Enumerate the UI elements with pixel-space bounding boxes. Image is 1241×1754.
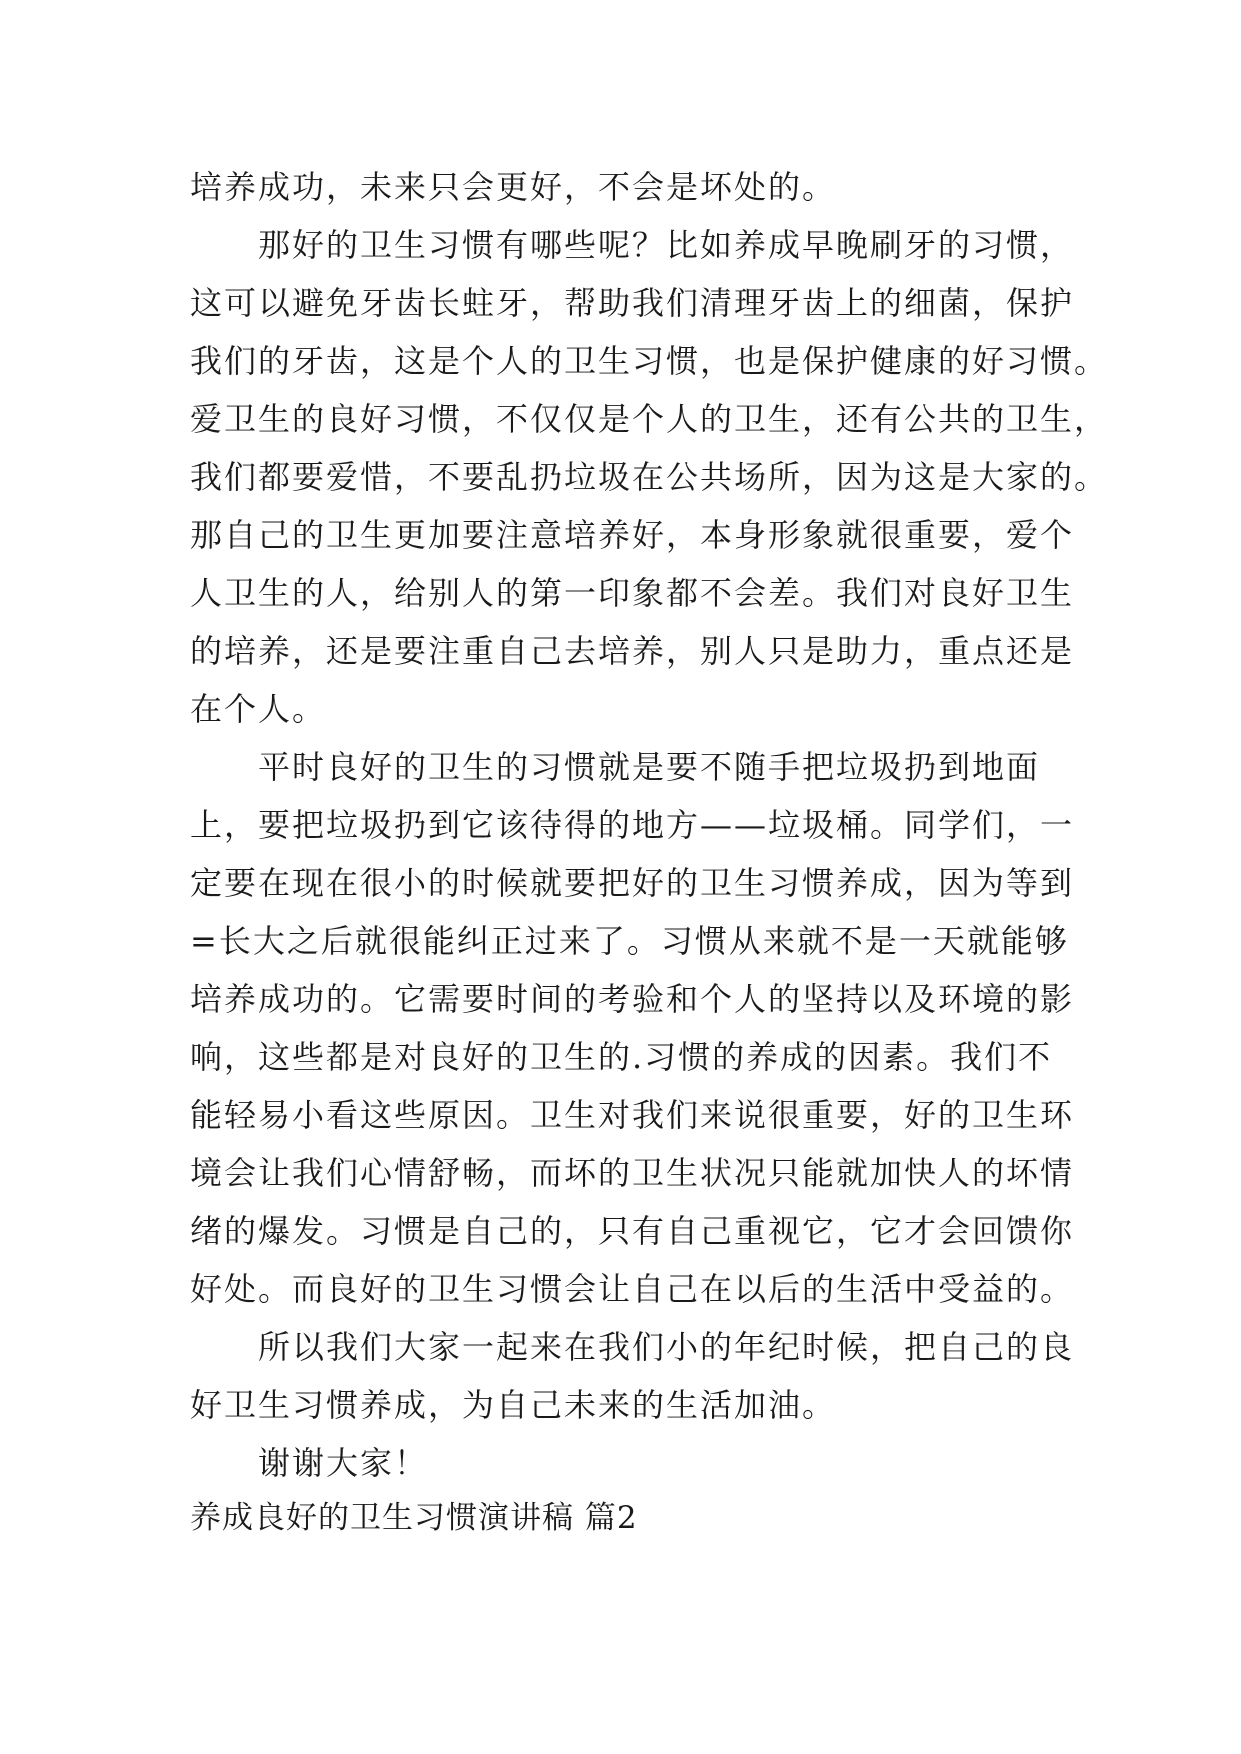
text-line: 好卫生习惯养成，为自己未来的生活加油。 [190, 1386, 837, 1424]
text-line: 我们的牙齿，这是个人的卫生习惯，也是保护健康的好习惯。 [190, 342, 1109, 380]
text-line: 人卫生的人，给别人的第一印象都不会差。我们对良好卫生 [190, 574, 1075, 612]
section-heading: 养成良好的卫生习惯演讲稿 篇2 [190, 1500, 638, 1536]
text-line: 平时良好的卫生的习惯就是要不随手把垃圾扔到地面 [258, 748, 1041, 786]
text-line: 谢谢大家！ [258, 1444, 429, 1482]
text-line: 好处。而良好的卫生习惯会让自己在以后的生活中受益的。 [190, 1270, 1075, 1308]
text-line: 的培养，还是要注重自己去培养，别人只是助力，重点还是 [190, 632, 1075, 670]
text-line: 所以我们大家一起来在我们小的年纪时候，把自己的良 [258, 1328, 1075, 1366]
text-line: 我们都要爱惜，不要乱扔垃圾在公共场所，因为这是大家的。 [190, 458, 1109, 496]
text-line: 爱卫生的良好习惯，不仅仅是个人的卫生，还有公共的卫生， [190, 400, 1109, 438]
text-line: 这可以避免牙齿长蛀牙，帮助我们清理牙齿上的细菌，保护 [190, 284, 1075, 322]
text-line: 培养成功的。它需要时间的考验和个人的坚持以及环境的影 [190, 980, 1075, 1018]
text-line: 定要在现在很小的时候就要把好的卫生习惯养成，因为等到 [190, 864, 1075, 902]
text-line: 那自己的卫生更加要注意培养好，本身形象就很重要，爱个 [190, 516, 1075, 554]
text-line: 响，这些都是对良好的卫生的.习惯的养成的因素。我们不 [190, 1038, 1053, 1076]
text-line: 那好的卫生习惯有哪些呢？比如养成早晚刷牙的习惯， [258, 226, 1075, 264]
document-body [190, 158, 1109, 1544]
text-line: 绪的爆发。习惯是自己的，只有自己重视它，它才会回馈你 [190, 1212, 1075, 1250]
text-line: =长大之后就很能纠正过来了。习惯从来就不是一天就能够 [190, 922, 1069, 960]
text-line: 上，要把垃圾扔到它该待得的地方——垃圾桶。同学们，一 [190, 806, 1075, 844]
text-line: 能轻易小看这些原因。卫生对我们来说很重要，好的卫生环 [190, 1096, 1075, 1134]
text-line: 境会让我们心情舒畅，而坏的卫生状况只能就加快人的坏情 [190, 1154, 1075, 1192]
text-line: 培养成功，未来只会更好，不会是坏处的。 [190, 168, 837, 206]
text-line: 在个人。 [190, 690, 327, 728]
